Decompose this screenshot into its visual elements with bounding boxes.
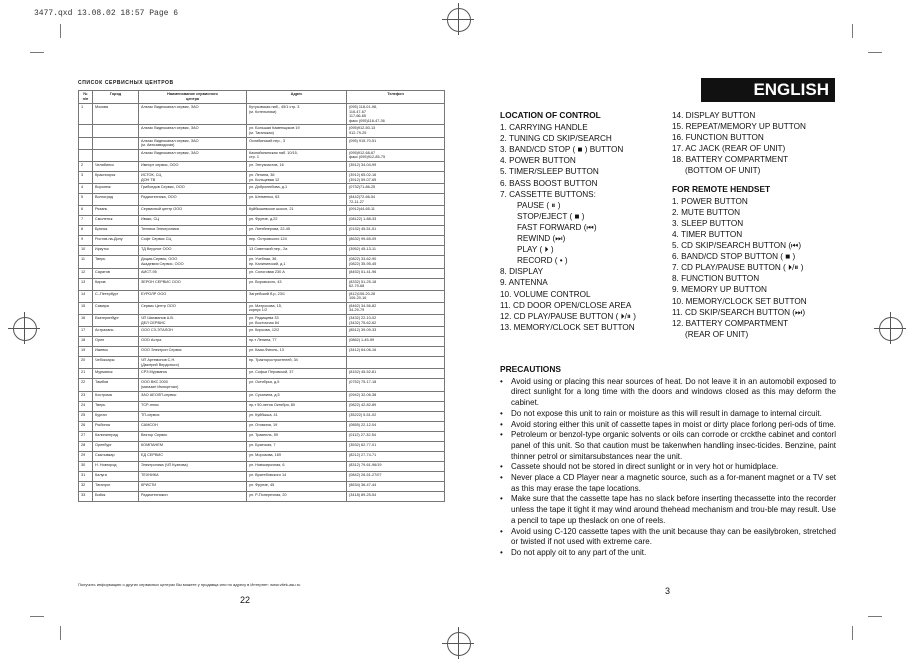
table-cell: 29 [79, 451, 93, 461]
precaution-item: • Do not apply oit to any part of the unit. [500, 548, 836, 559]
table-cell: Грибоедов Сервис, ООО [139, 184, 247, 194]
table-row [79, 369, 445, 379]
table-row [79, 125, 445, 137]
registration-mark-bottom [447, 632, 471, 656]
table-cell: 28 [79, 441, 93, 451]
print-header: 3477.qxd 13.08.02 18:57 Page 6 [34, 9, 179, 18]
table-cell: ТЕХНИКА [139, 471, 247, 481]
table-cell: 25 [79, 411, 93, 421]
table-cell: 16 [79, 315, 93, 327]
table-cell: 7 [79, 216, 93, 226]
table-cell: Екатеринбург [93, 315, 139, 327]
list-item: PAUSE ( ⏸ ) [517, 200, 561, 210]
table-cell: (095) 915-70-51 [347, 137, 445, 149]
table-row [79, 491, 445, 501]
table-cell: (3418) 89-25-54 [347, 491, 445, 501]
list-item: 10. VOLUME CONTROL [500, 289, 591, 299]
list-item: 5. TIMER/SLEEP BUTTON [500, 167, 599, 177]
table-cell: (0942) 32-06-38 [347, 391, 445, 401]
table-cell: Ослябинский пер., 3 [247, 137, 347, 149]
table-cell: Воронеж [93, 184, 139, 194]
list-item: REWIND (⏭) [517, 234, 566, 244]
table-row [79, 379, 445, 391]
table-cell: ул. Фрунзе, 45 [247, 481, 347, 491]
table-cell [79, 125, 93, 137]
precaution-item: • Make sure that the cassette tape has no slack before inserting thecassette into the recorder unless the tape it tight it may wind around thehead mechanism and trou-ble may result. Use a pencil to tape up theslack on one of reels. [500, 494, 836, 526]
table-cell: Курган [93, 411, 139, 421]
table-row [79, 104, 445, 125]
table-cell: Иркутск [93, 246, 139, 256]
table-cell: Куйбышевское шоссе, 21 [247, 206, 347, 216]
table-cell: (0862) 1-45-99 [347, 337, 445, 347]
table-row [79, 194, 445, 206]
table-row [79, 226, 445, 236]
table-cell: 33 [79, 491, 93, 501]
table-cell: (0822) 33-62-90 (0822) 35-95-45 [347, 256, 445, 268]
table-cell [79, 137, 93, 149]
table-row [79, 441, 445, 451]
list-item: 8. FUNCTION BUTTON [672, 274, 760, 284]
table-cell: 4 [79, 184, 93, 194]
table-cell: 11 [79, 256, 93, 268]
table-row [79, 236, 445, 246]
table-cell: Рыбинск [93, 421, 139, 431]
trim-mark [852, 24, 853, 38]
table-row [79, 411, 445, 421]
table-cell: ЕУРОЛР ООО [139, 290, 247, 302]
table-cell: 19 [79, 347, 93, 357]
table-cell: ул. Энтузиастов, 16 [247, 161, 347, 171]
table-cell: С.-Петербург [93, 290, 139, 302]
table-row [79, 290, 445, 302]
table-cell: Софт Сервис СЦ [139, 236, 247, 246]
list-item: (BOTTOM OF UNIT) [685, 166, 761, 176]
language-banner: ENGLISH [701, 78, 835, 102]
table-cell: Альтас Видеоканал сервис, ЗАО [139, 125, 247, 137]
table-cell: 1 [79, 104, 93, 125]
table-cell: Чебоксары [93, 357, 139, 369]
table-cell: (8512) 39-09-33 [347, 327, 445, 337]
table-cell: Оренбург [93, 441, 139, 451]
table-cell: 22 [79, 379, 93, 391]
table-cell: Орел [93, 337, 139, 347]
list-item: RECORD ( • ) [517, 256, 568, 266]
table-row [79, 481, 445, 491]
table-cell: 15 [79, 302, 93, 314]
table-row [79, 256, 445, 268]
table-header-row [79, 91, 445, 104]
list-item: 5. CD SKIP/SEARCH BUTTON (⏮) [672, 241, 802, 251]
table-cell: Ростов-на-Дону [93, 236, 139, 246]
precaution-item: • Cassete should not be stored in direct sunlight or in very hot or humidplace. [500, 462, 836, 473]
table-cell: (3412) 64-06-16 [347, 347, 445, 357]
table-cell: (0112) 27-32-54 [347, 431, 445, 441]
trim-mark [60, 626, 61, 640]
table-cell: (3952) 45-13-11 [347, 246, 445, 256]
table-cell: Альтас Видеоканал сервис, ЗАО [139, 104, 247, 125]
table-cell: ул. Новокирочная, 6 [247, 461, 347, 471]
list-item: 1. CARRYING HANDLE [500, 123, 588, 133]
table-cell: Рязань [93, 206, 139, 216]
table-row [79, 161, 445, 171]
section-title: PRECAUTIONS [500, 364, 561, 374]
table-cell: (08122) 1-88-33 [347, 216, 445, 226]
table-cell: ул. Октябрья, д.5 [247, 379, 347, 391]
page-number-right: 3 [665, 586, 671, 596]
precautions-section [500, 364, 836, 559]
table-cell: Красноярск [93, 171, 139, 183]
table-cell: (8152) 45-52-81 [347, 369, 445, 379]
table-cell: АИСТ-95 [139, 268, 247, 278]
table-cell: ТП-сервис [139, 411, 247, 421]
list-item: PLAY ( ⏵ ) [517, 245, 554, 255]
service-list-title: СПИСОК СЕРВИСНЫХ ЦЕНТРОВ [78, 80, 174, 86]
list-item: 2. MUTE BUTTON [672, 207, 741, 217]
table-cell: 9 [79, 236, 93, 246]
table-cell: (0822) 42-82-89 [347, 401, 445, 411]
table-cell: 23 [79, 391, 93, 401]
remote-control-list [672, 196, 807, 340]
list-item: 18. BATTERY COMPARTMENT [672, 155, 789, 165]
table-cell: (812)106-20-28 106-20-16 [347, 290, 445, 302]
list-item: 4. POWER BUTTON [500, 156, 576, 166]
table-cell: ЗЕРОН СЕРВИС ООО [139, 278, 247, 290]
table-cell: Мурманск [93, 369, 139, 379]
table-cell: Диция-Сервис, ООО Академия Сервис, ООО [139, 256, 247, 268]
table-row [79, 278, 445, 290]
registration-mark-left [13, 317, 37, 341]
list-item: 6. BAND/CD STOP BUTTON ( ■ ) [672, 252, 796, 262]
table-cell: ЕД СЕРВИС [139, 451, 247, 461]
table-cell: Сервис Центр ООО [139, 302, 247, 314]
table-cell: (8212) 27-74-71 [347, 451, 445, 461]
table-row [79, 471, 445, 481]
table-cell: Ижевск [93, 347, 139, 357]
table-cell: Саратов [93, 268, 139, 278]
table-cell: Калининград [93, 431, 139, 441]
table-cell: ул. Куйбыша, 41 [247, 411, 347, 421]
section-title: LOCATION OF CONTROL [500, 110, 601, 120]
table-row [79, 302, 445, 314]
table-cell: (3912) 65-02-16 (3912) 59-07-65 [347, 171, 445, 183]
table-cell: САМСОН [139, 421, 247, 431]
table-cell: ЗАО АЕОЛП-сервис [139, 391, 247, 401]
table-row [79, 337, 445, 347]
table-cell: ул. Сусанина, д.5 [247, 391, 347, 401]
precaution-item: • Avoid storing either this unit of cassette tapes in moist or dirty place forlong peri-ods of time. [500, 420, 836, 431]
list-item: 17. AC JACK (REAR OF UNIT) [672, 144, 786, 154]
table-cell: ул. Учебная, 36 пр. Калининский, д.1 [247, 256, 347, 268]
table-cell: ул. Ленина, 36 ул. Кольцевая 12 [247, 171, 347, 183]
trim-mark [868, 52, 882, 53]
table-cell: 32 [79, 481, 93, 491]
list-item: 6. BASS BOOST BUTTON [500, 178, 598, 188]
table-row [79, 401, 445, 411]
table-cell: ул. Софьи Перовской, 37 [247, 369, 347, 379]
table-cell: 26 [79, 421, 93, 431]
table-cell: 12 [79, 268, 93, 278]
table-cell: Тамбов [93, 379, 139, 391]
list-item: 8. DISPLAY [500, 267, 544, 277]
precaution-item: • Avoid using or placing this near sources of heat. Do not leave it in an automobil exposed to direct sunlight for a long time with the doors and windows closed as this may deform the cabinet. [500, 377, 836, 409]
service-table-body [79, 104, 445, 502]
table-cell: ИСТОК, СЦ ДОН ТВ [139, 171, 247, 183]
table-cell: Альтас Видеоканал сервис, ЗАО [139, 149, 247, 161]
list-item: 11. CD DOOR OPEN/CLOSE AREA [500, 300, 632, 310]
table-cell: 3 [79, 171, 93, 183]
table-cell: ул. Морозова, 169 [247, 451, 347, 461]
table-cell: ул. Кааи-Фиголь, 13 [247, 347, 347, 357]
table-row [79, 451, 445, 461]
table-cell: Смоленск [93, 216, 139, 226]
list-item: 2. TUNING CD SKIP/SEARCH [500, 134, 612, 144]
table-cell: (0842) 26-51-27/07 [347, 471, 445, 481]
column-header: № п/п [79, 91, 93, 104]
precaution-item: • Do not expose this unit to rain or moisture as this will result in damage to internal circuit. [500, 409, 836, 420]
table-cell: пер. Островского 124 [247, 236, 347, 246]
table-cell: Волгоград [93, 194, 139, 206]
table-cell: (0752) 75-17-18 [347, 379, 445, 391]
table-cell: Тверь [93, 256, 139, 268]
table-cell: пр-т 50-летия Октября, 80 [247, 401, 347, 411]
table-cell: 2 [79, 161, 93, 171]
table-row [79, 268, 445, 278]
table-row [79, 357, 445, 369]
table-cell: (3432) 22-10-02 (3432) 75-62-62 [347, 315, 445, 327]
table-cell: Сыктывкар [93, 451, 139, 461]
table-cell: ул. Кирсова, 12/2 [247, 327, 347, 337]
table-cell: ул. Добролюбова, д.1 [247, 184, 347, 194]
list-item: 1. POWER BUTTON [672, 196, 748, 206]
table-row [79, 431, 445, 441]
table-cell: Электроника (ЧП Кузнова) [139, 461, 247, 471]
table-cell: 18 [79, 337, 93, 347]
table-row [79, 461, 445, 471]
column-header: Город [93, 91, 139, 104]
trim-mark [30, 616, 44, 617]
table-cell: ул. Матросова, 15, корпус 1/2 [247, 302, 347, 314]
table-cell: ЧП Артемонов С.Н. (Дмитрий Вердоносх) [139, 357, 247, 369]
table-cell: 31 [79, 471, 93, 481]
table-row [79, 149, 445, 161]
table-cell: Астрахань [93, 327, 139, 337]
table-cell: Ивакс, СЦ [139, 216, 247, 226]
registration-mark-top [447, 8, 471, 32]
service-center-table [78, 90, 445, 502]
table-cell: пр. Тракторостроителей, 34 [247, 357, 347, 369]
table-cell: 24 [79, 401, 93, 411]
table-cell: ул. Вратебовского 14 [247, 471, 347, 481]
table-cell [93, 125, 139, 137]
table-cell: 14 [79, 290, 93, 302]
table-cell: (095)912-50-13 912-79-25 [347, 125, 445, 137]
table-cell: (8312) 79-61-96/19 [347, 461, 445, 471]
table-cell: (3512) 34-04-99 [347, 161, 445, 171]
table-cell: ул. Радищева 33 ул. Восточная 84 [247, 315, 347, 327]
table-cell: ООО Астра [139, 337, 247, 347]
table-row [79, 137, 445, 149]
list-item: 14. DISPLAY BUTTON [672, 111, 756, 120]
table-cell: Вектор Сервис [139, 431, 247, 441]
table-cell: Н. Новгород [93, 461, 139, 471]
location-of-control-section [500, 110, 636, 333]
table-cell: (0732)71-86-25 [347, 184, 445, 194]
table-cell: Импорт сервис, ООО [139, 161, 247, 171]
table-cell: 21 [79, 369, 93, 379]
column-header: Адрес [247, 91, 347, 104]
location-of-control-continued [672, 110, 807, 340]
table-cell: ул. Большая Каменщиков 19 (м. Таганская) [247, 125, 347, 137]
trim-mark [868, 616, 882, 617]
table-cell: (8452) 51-41-96 [347, 268, 445, 278]
table-row [79, 391, 445, 401]
table-cell: Таганрог [93, 481, 139, 491]
table-row [79, 315, 445, 327]
table-cell [79, 149, 93, 161]
table-cell: ул. Братская, 7 [247, 441, 347, 451]
list-item: 3. SLEEP BUTTON [672, 218, 744, 228]
table-cell: ул. Фрунзе, д.22 [247, 216, 347, 226]
list-item: 16. FUNCTION BUTTON [672, 133, 764, 143]
trim-mark [60, 24, 61, 38]
table-cell: КРИСТИ [139, 481, 247, 491]
table-cell: (095) 118-01-98, 116-47-67 117-66-65 факс (095)116-47-36 [347, 104, 445, 125]
table-cell: Кутузовская наб., 45/1 стр. 3 (м. Котельники) [247, 104, 347, 125]
table-cell: Кострома [93, 391, 139, 401]
table-cell: (0132) 45-51-51 [347, 226, 445, 236]
table-row [79, 216, 445, 226]
table-cell: Киров [93, 278, 139, 290]
trim-mark [30, 52, 44, 53]
table-cell: Радиотехника, ООО [139, 194, 247, 206]
table-cell: Челябинск [93, 161, 139, 171]
table-cell: ООО ВКС 2000 (магазин Импортнал) [139, 379, 247, 391]
precaution-item: • Petroleum or benzol-type organic solvents or oils can corrode or crckthe cabinet and contorl panel of this unit. So that caution must be takenwhen handling insec-ticides. Benzine, paint thinner petrol or simitarsubstances near the unit. [500, 430, 836, 462]
table-cell: СРЗ Мурманск [139, 369, 247, 379]
registration-mark-right [879, 317, 903, 341]
table-cell: Самара [93, 302, 139, 314]
table-cell: (095)912-68-67 факс (095)912-85-75 [347, 149, 445, 161]
table-cell: ул. Р-Поперечная, 20 [247, 491, 347, 501]
table-cell [93, 149, 139, 161]
list-item: FAST FORWARD (⏮) [517, 222, 597, 232]
table-cell: ул. Тракеиль, 59 [247, 431, 347, 441]
table-cell: Брянск [93, 226, 139, 236]
table-cell: ТД Веррлот ООО [139, 246, 247, 256]
table-cell: (3532) 62-77-01 [347, 441, 445, 451]
table-cell: 6 [79, 206, 93, 216]
table-cell: Каспийянинская наб. 10/15, стр. 1 [247, 149, 347, 161]
table-row [79, 327, 445, 337]
list-item: 7. CASSETTE BUTTONS: [500, 189, 596, 199]
table-cell: (0855) 22-12-04 [347, 421, 445, 431]
list-item: 12. BATTERY COMPARTMENT [672, 318, 789, 328]
table-cell: ООО Электрон Сервис [139, 347, 247, 357]
table-cell: Загребский б-р, 23/1 [247, 290, 347, 302]
list-item: (REAR OF UNIT) [685, 329, 749, 339]
precautions-list [500, 377, 836, 559]
table-cell [347, 357, 445, 369]
table-row [79, 421, 445, 431]
table-cell: 13 [79, 278, 93, 290]
table-row [79, 206, 445, 216]
trim-mark [852, 626, 853, 640]
list-item: 4. TIMER BUTTON [672, 229, 743, 239]
table-cell: (8462) 34-56-82 34-29-79 [347, 302, 445, 314]
control-list-continued [672, 110, 807, 177]
table-cell: Сервисный центр ООО [139, 206, 247, 216]
control-list [500, 122, 636, 333]
table-cell: 8 [79, 226, 93, 236]
precaution-item: • Avoid using C-120 cassette tapes with the unit because thay can be easilybroken, stretched or twisted if not used with extreme care. [500, 527, 836, 548]
table-row [79, 246, 445, 256]
table-cell: (8634) 36-47-44 [347, 481, 445, 491]
table-cell: Техника Электроника [139, 226, 247, 236]
table-cell: Бийск [93, 491, 139, 501]
list-item: 9. ANTENNA [500, 278, 548, 288]
table-cell: 30 [79, 461, 93, 471]
table-cell: (35222) 5-51-02 [347, 411, 445, 421]
precaution-item: • Never place a CD Player near a magnetic source, such as a for-manent magnet or a TV set as this may erase the tape locations. [500, 473, 836, 494]
table-cell: Калуга [93, 471, 139, 481]
table-cell: ТСР-плюс [139, 401, 247, 411]
list-item: 3. BAND/CD STOP ( ■ ) BUTTON [500, 145, 624, 155]
list-item: 11. CD SKIP/SEARCH BUTTON (⏭) [672, 307, 806, 317]
table-cell: (8442)72-66-54 72-11-27 [347, 194, 445, 206]
service-list-footer: Получить информацию о других сервисных центрах Вы можете у продавца или по адресу в Интернет: www.vitek-asu.ru [78, 582, 301, 587]
table-cell [93, 137, 139, 149]
table-cell: ул. Штеменко, 63 [247, 194, 347, 206]
table-cell: (8632) 99-65-09 [347, 236, 445, 246]
table-cell: 13 Советский пер., 2а [247, 246, 347, 256]
table-cell: ЧП Шахманов А.В. ДЕЛ СЕРВИС [139, 315, 247, 327]
table-cell: Альтас Видеоканал сервис, ЗАО (м. Автозаводская) [139, 137, 247, 149]
table-cell: (0912)44-65-11 [347, 206, 445, 216]
page-number-left: 22 [240, 595, 251, 605]
list-item: 7. CD PLAY/PAUSE BUTTON ( ⏵/⏸ ) [672, 263, 804, 273]
column-header: Наименование сервисного центра [139, 91, 247, 104]
table-cell: ООО СЗ-ЭТАЛОН [139, 327, 247, 337]
list-item: 15. REPEAT/MEMORY UP BUTTON [672, 122, 806, 132]
list-item: STOP/EJECT ( ■ ) [517, 211, 585, 221]
table-cell: ул. Отомина, 19 [247, 421, 347, 431]
table-cell: 27 [79, 431, 93, 441]
list-item: 10. MEMORY/CLOCK SET BUTTON [672, 296, 807, 306]
table-cell: ул. Воровского, 43 [247, 278, 347, 290]
section-title: FOR REMOTE HENDSET [672, 183, 771, 194]
table-cell: 17 [79, 327, 93, 337]
table-cell: 10 [79, 246, 93, 256]
column-header: Телефон [347, 91, 445, 104]
table-cell: пр-т Ленина, 77 [247, 337, 347, 347]
list-item: 12. CD PLAY/PAUSE BUTTON ( ⏵/⏸ ) [500, 311, 637, 321]
table-cell: КОМПАНЕМ [139, 441, 247, 451]
table-cell: 20 [79, 357, 93, 369]
table-cell: Москва [93, 104, 139, 125]
table-cell: (8332) 51-25-18 62-79-68 [347, 278, 445, 290]
table-row [79, 171, 445, 183]
table-row [79, 347, 445, 357]
table-cell: Тверь [93, 401, 139, 411]
table-cell: 5 [79, 194, 93, 206]
list-item: 9. MEMORY UP BUTTON [672, 285, 767, 295]
table-cell: Радиотехникон [139, 491, 247, 501]
list-item: 13. MEMORY/CLOCK SET BUTTON [500, 322, 635, 332]
table-row [79, 184, 445, 194]
table-cell: ул. Сологовая 230 А [247, 268, 347, 278]
table-cell: ул. Литейнерова, 22-45 [247, 226, 347, 236]
